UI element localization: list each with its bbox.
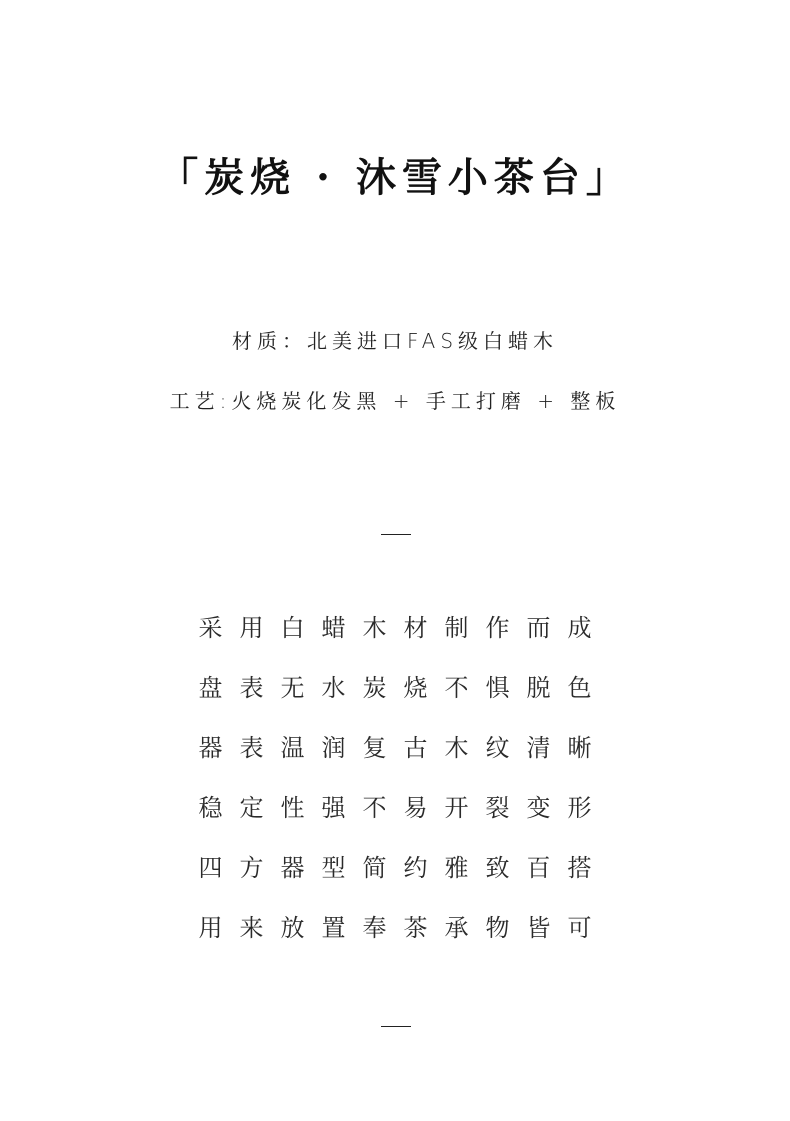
verse-line: 盘表无水炭烧不惧脱色 bbox=[198, 674, 609, 702]
bottom-divider bbox=[381, 1026, 411, 1027]
verse-line: 稳定性强不易开裂变形 bbox=[198, 794, 609, 822]
verse-line: 器表温润复古木纹清晰 bbox=[198, 734, 609, 762]
verse-line: 采用白蜡木材制作而成 bbox=[198, 614, 609, 642]
verse-line: 用来放置奉茶承物皆可 bbox=[198, 914, 609, 942]
top-divider bbox=[381, 534, 411, 535]
product-specs bbox=[0, 322, 790, 442]
verse-line: 四方器型简约雅致百搭 bbox=[198, 854, 609, 882]
description-verse bbox=[0, 604, 790, 964]
material-spec: 材质：北美进口FAS级白蜡木 bbox=[231, 329, 559, 353]
process-spec: 工艺:火烧炭化发黑 + 手工打磨 + 整板 bbox=[169, 389, 621, 413]
page-title: 「炭烧 · 沐雪小茶台」 bbox=[158, 154, 632, 201]
